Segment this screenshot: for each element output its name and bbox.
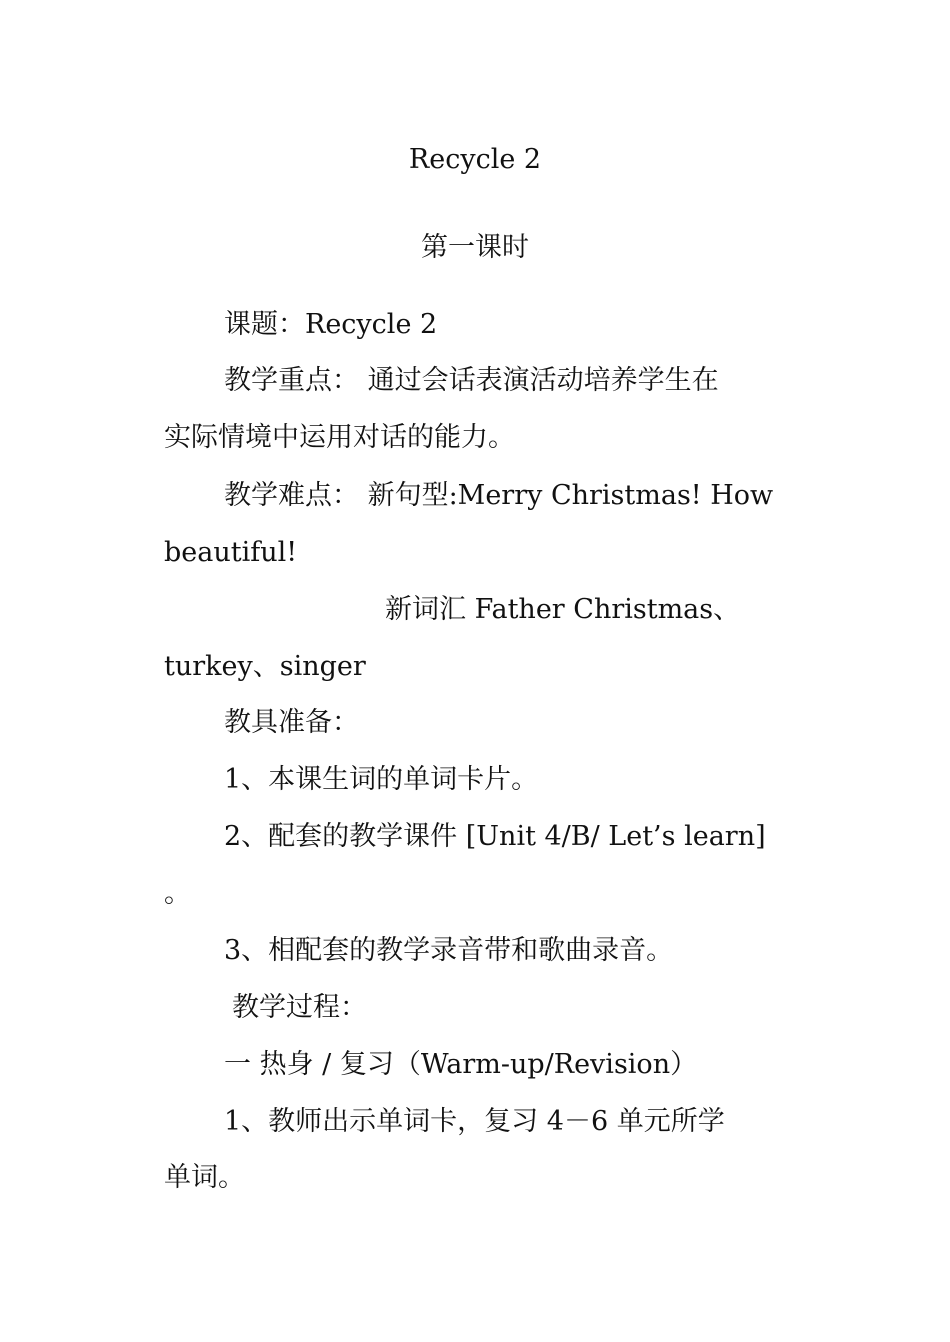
text-line: 教具准备： (224, 707, 359, 738)
text-line: 2、配套的教学课件 [Unit 4/B/ Let’s learn] (224, 821, 766, 852)
text-line: 1、教师出示单词卡，复习 4－6 单元所学 (224, 1106, 725, 1137)
document-title: Recycle 2 (408, 144, 542, 175)
text-line: 单词。 (164, 1162, 245, 1193)
text-line: 新词汇 Father Christmas、 (385, 594, 741, 625)
text-line: 教学过程： (232, 992, 367, 1023)
text-line: turkey、singer (164, 651, 366, 682)
text-line: 课题：Recycle 2 (224, 309, 438, 340)
text-line: 教学难点： 新句型:Merry Christmas! How (224, 480, 774, 511)
text-line: 。 (164, 878, 191, 909)
text-line: 一 热身 / 复习（Warm-up/Revision） (224, 1049, 698, 1080)
text-line: 1、本课生词的单词卡片。 (224, 764, 539, 795)
text-line: 实际情境中运用对话的能力。 (164, 422, 515, 453)
document-subtitle: 第一课时 (421, 232, 529, 263)
text-line: 教学重点： 通过会话表演活动培养学生在 (224, 365, 719, 396)
text-line: beautiful! (164, 537, 298, 568)
text-line: 3、相配套的教学录音带和歌曲录音。 (224, 935, 674, 966)
